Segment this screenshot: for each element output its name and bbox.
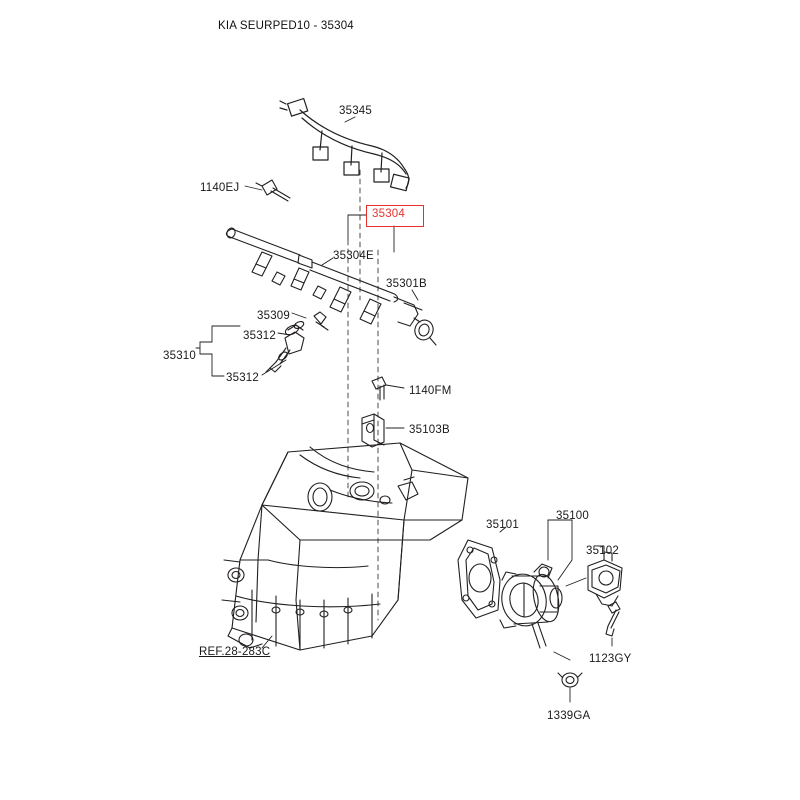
part-label-35345[interactable]: 35345 xyxy=(339,105,372,117)
part-label-35101[interactable]: 35101 xyxy=(486,519,519,531)
part-label-35312-lower[interactable]: 35312 xyxy=(226,372,259,384)
diagram-title: KIA SEURPED10 - 35304 xyxy=(218,20,354,32)
screw-1123GY xyxy=(606,602,620,646)
part-label-35304E[interactable]: 35304E xyxy=(333,250,374,262)
part-label-35103B[interactable]: 35103B xyxy=(409,424,450,436)
part-label-35304[interactable]: 35304 xyxy=(372,208,405,220)
part-label-35102[interactable]: 35102 xyxy=(586,545,619,557)
reference-label-28-283c[interactable]: REF.28-283C xyxy=(199,646,271,658)
bracket-35103B xyxy=(362,414,404,447)
bolt-1140FM xyxy=(372,377,404,400)
part-label-35309[interactable]: 35309 xyxy=(257,310,290,322)
intake-manifold xyxy=(222,443,468,650)
gasket-35101 xyxy=(458,527,506,618)
part-label-35312-upper[interactable]: 35312 xyxy=(243,330,276,342)
bolt-1140EJ xyxy=(245,180,290,201)
part-label-35100[interactable]: 35100 xyxy=(556,510,589,522)
plug-1339GA xyxy=(554,652,582,702)
throttle-body-35100 xyxy=(497,520,572,648)
part-label-1339GA[interactable]: 1339GA xyxy=(547,710,591,722)
part-label-1140FM[interactable]: 1140FM xyxy=(409,385,452,397)
part-label-35310[interactable]: 35310 xyxy=(163,350,196,362)
part-label-1140EJ[interactable]: 1140EJ xyxy=(200,182,240,194)
part-label-35301B[interactable]: 35301B xyxy=(386,278,427,290)
part-label-1123GY[interactable]: 1123GY xyxy=(589,653,632,665)
